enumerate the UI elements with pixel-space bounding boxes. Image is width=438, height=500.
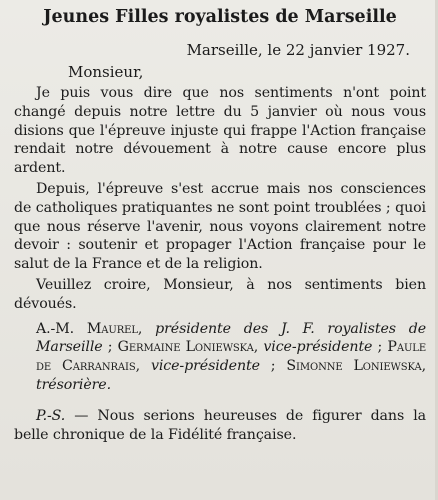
signature-block xyxy=(14,320,426,395)
postscript xyxy=(14,407,426,445)
signature-separator: ; xyxy=(372,339,388,356)
signatory-name-1: A.-M. Maurel, xyxy=(36,320,143,337)
signature-separator: ; xyxy=(102,339,118,356)
signatory-role-4: trésorière. xyxy=(36,376,112,393)
article-dateline: Marseille, le 22 janvier 1927. xyxy=(186,41,410,59)
signatory-role-1: présidente des J. F. royalistes de Marseille xyxy=(36,320,426,356)
postscript-text: — Nous serions heureuses de figurer dans la belle chronique de la Fidélité française. xyxy=(14,407,426,443)
article-salutation: Monsieur, xyxy=(68,63,144,81)
signatory-role-3: vice-présidente xyxy=(150,358,260,375)
signature-separator: ; xyxy=(259,358,287,375)
signatory-role-2: vice-présidente xyxy=(263,339,373,356)
article-paragraph-3: Veuillez croire, Monsieur, à nos sentiments bien dévoués. xyxy=(14,276,426,312)
article-paragraph-2: Depuis, l'épreuve s'est accrue mais nos consciences de catholiques pratiquantes ne sont point troublées ; quoi que nous réserve l'avenir, nous voyons clairement notre devoir : soutenir et propager l'Action française pour le salut de la France et de la religion. xyxy=(14,180,426,273)
article-paragraph-1: Je puis vous dire que nos sentiments n'ont point changé depuis notre lettre du 5 janvier où nous vous disions que l'épreuve injuste qui frappe l'Action française rendait notre dévouement à notre cause encore plus ardent. xyxy=(14,85,426,177)
signatory-name-2: Germaine Loniewska, xyxy=(117,339,259,356)
postscript-label: P.-S. xyxy=(36,407,66,424)
signatory-name-3: Paule de Carranrais, xyxy=(36,339,427,375)
signatory-name-4: Simonne Loniewska, xyxy=(286,358,426,375)
article-title: Jeunes Filles royalistes de Marseille xyxy=(43,7,397,27)
